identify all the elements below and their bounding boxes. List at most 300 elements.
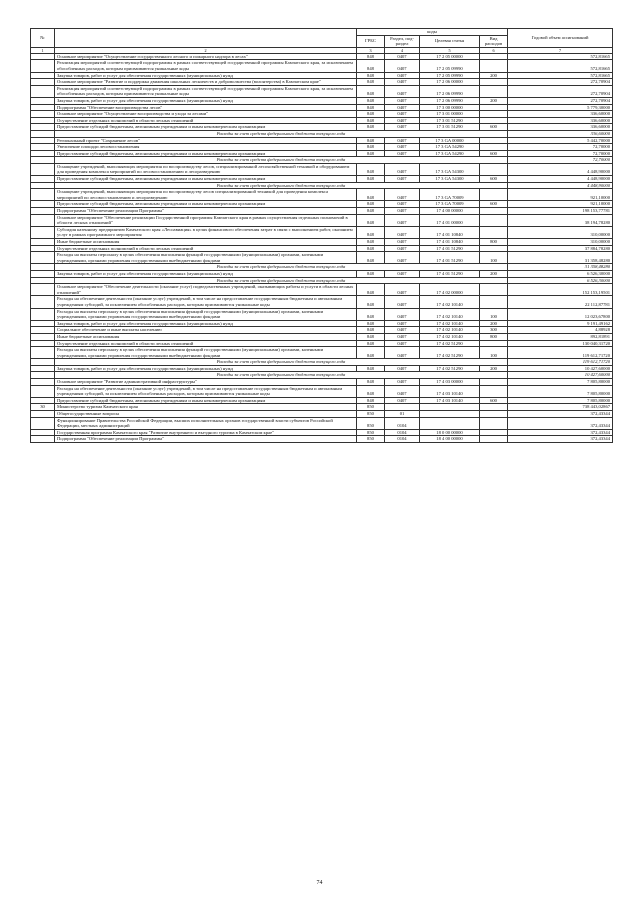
row-celevaya: 17 4 03 10140 (420, 397, 480, 404)
table-row (31, 404, 613, 411)
row-razdel: 0407 (385, 201, 420, 208)
row-vid: 200 (480, 72, 508, 79)
row-vid (480, 340, 508, 347)
row-grbs: 848 (357, 333, 385, 340)
row-number (31, 111, 55, 118)
header-num: 5 (420, 47, 480, 53)
row-number (31, 79, 55, 86)
row-razdel: 0104 (385, 417, 420, 429)
row-number (31, 104, 55, 111)
row-name: Расходы на обеспечение деятельности (оказание услуг) учреждений, в том числе на предоставление государственным бюджетным и автономным учреждениям субсидий, за исключением обособленных расходов, которым присваиваются уникальные коды (55, 385, 357, 397)
row-amount: 4 448,90000 (508, 163, 613, 175)
row-celevaya: 17 3 GA 00000 (420, 137, 480, 144)
row-grbs: 848 (357, 189, 385, 201)
row-razdel: 0407 (385, 365, 420, 372)
row-celevaya: 17 4 01 10840 (420, 226, 480, 238)
row-number (31, 411, 55, 418)
header-num: 2 (55, 47, 357, 53)
row-amount: 4 448,90000 (508, 176, 613, 183)
note-spacer (31, 182, 55, 189)
row-vid: 100 (480, 252, 508, 264)
note-amount: 10 427,60000 (508, 372, 613, 379)
table-row (31, 226, 613, 238)
row-celevaya: 18 0 00 00000 (420, 429, 480, 436)
row-celevaya: 17 4 01 00000 (420, 214, 480, 226)
row-name: Расходы на выплаты персоналу в целях обеспечения выполнения функций государственными (муниципальными) органами, казенными учреждениями, органами управления государственными внебюджетными фондами (55, 347, 357, 359)
table-row (31, 284, 613, 296)
row-celevaya: 17 4 02 10140 (420, 333, 480, 340)
table-row (31, 417, 613, 429)
header-num: 6 (480, 47, 508, 53)
row-name: Осуществление отдельных полномочий в области лесных отношений (55, 245, 357, 252)
row-celevaya: 17 3 GA 70009 (420, 201, 480, 208)
note-spacer (31, 277, 55, 284)
row-vid (480, 411, 508, 418)
row-razdel: 0104 (385, 429, 420, 436)
row-number (31, 189, 55, 201)
row-razdel: 0407 (385, 111, 420, 118)
table-row (31, 189, 613, 201)
row-celevaya: 17 2 05 09990 (420, 72, 480, 79)
table-row (31, 397, 613, 404)
row-vid (480, 189, 508, 201)
note-text: Расходы за счет средств федерального бюджета текущего года (55, 182, 508, 189)
row-name: Подпрограмма "Обеспечение реализации Программы" (55, 208, 357, 215)
row-name: Функционирование Правительства Российской Федерации, высших исполнительных органов государственной власти субъектов Российской Федерации, местных администраций (55, 417, 357, 429)
row-amount: 336,60000 (508, 124, 613, 131)
row-number (31, 340, 55, 347)
header-num: 7 (508, 47, 613, 53)
row-vid: 200 (480, 320, 508, 327)
row-number: 30 (31, 404, 55, 411)
row-razdel: 0407 (385, 270, 420, 277)
row-vid (480, 117, 508, 124)
row-amount: 372,43344 (508, 429, 613, 436)
table-row (31, 320, 613, 327)
row-razdel: 0407 (385, 296, 420, 308)
table-row (31, 137, 613, 144)
row-number (31, 72, 55, 79)
row-grbs: 850 (357, 417, 385, 429)
row-vid (480, 296, 508, 308)
header-amount: Годовой объем ассигнований (508, 29, 613, 48)
table-row (31, 411, 613, 418)
row-number (31, 333, 55, 340)
row-name: Оснащение учреждений, выполняющих мероприятия по воспроизводству лесов, специализированной лесохозяйственной техникой и оборудованием для проведения комплекса мероприятий по лесовосстановлению и лесоразведению (55, 163, 357, 175)
row-grbs: 848 (357, 347, 385, 359)
row-number (31, 365, 55, 372)
row-grbs: 848 (357, 111, 385, 118)
table-row (31, 340, 613, 347)
row-name: Расходы на обеспечение деятельности (оказание услуг) учреждений, в том числе на предоставление государственным бюджетным и автономным учреждениям субсидий, за исключением обособленных расходов, которым присваиваются уникальные коды (55, 296, 357, 308)
funding-note-row (31, 359, 613, 366)
row-number (31, 429, 55, 436)
row-vid (480, 245, 508, 252)
page-number: 74 (316, 880, 323, 886)
row-number (31, 97, 55, 104)
table-row (31, 53, 613, 60)
row-name: Расходы на выплаты персоналу в целях обеспечения выполнения функций государственными (муниципальными) органами, казенными учреждениями, органами управления государственными внебюджетными фондами (55, 252, 357, 264)
row-name: Осуществление отдельных полномочий в области лесных отношений (55, 117, 357, 124)
row-number (31, 137, 55, 144)
row-razdel: 0407 (385, 53, 420, 60)
row-celevaya: 17 4 03 10140 (420, 385, 480, 397)
row-amount: 738 443,02867 (508, 404, 613, 411)
note-text: Расходы за счет средств федерального бюджета текущего года (55, 157, 508, 164)
row-grbs: 848 (357, 163, 385, 175)
row-grbs: 848 (357, 150, 385, 157)
note-amount: 4 448,90000 (508, 182, 613, 189)
row-name: Основное мероприятие "Развитие и поддержка движения школьных лесничеств и добровольчества (волонтерства) в Камчатском крае" (55, 79, 357, 86)
header-celevaya: Целевая статья (420, 35, 480, 47)
row-name: Основное мероприятие "Обеспечение деятельности (оказание услуг) подведомственных учреждений, оказывающих работы и услуги в области лесных отношений" (55, 284, 357, 296)
budget-rows (31, 53, 613, 442)
row-razdel: 0407 (385, 163, 420, 175)
table-row (31, 124, 613, 131)
row-name: Подпрограмма "Обеспечение реализации Программы" (55, 436, 357, 443)
row-vid (480, 214, 508, 226)
row-name: Оснащение учреждений, выполняющих мероприятия по воспроизводству лесов специализированной техникой для проведения комплекса мероприятий по лесовосстановлению и лесоразведению (55, 189, 357, 201)
funding-note-row (31, 277, 613, 284)
row-amount: 892,81891 (508, 333, 613, 340)
note-amount: 6 526,30000 (508, 277, 613, 284)
row-amount: 272,70904 (508, 85, 613, 97)
row-amount: 310,00000 (508, 226, 613, 238)
header-num: 3 (357, 47, 385, 53)
row-name: Региональный проект "Сохранение лесов" (55, 137, 357, 144)
row-vid: 800 (480, 239, 508, 246)
row-name: Подпрограмма "Обеспечение воспроизводства лесов" (55, 104, 357, 111)
row-celevaya: 17 2 06 00000 (420, 79, 480, 86)
row-amount: 5 442,70000 (508, 137, 613, 144)
row-amount: 310,00000 (508, 239, 613, 246)
row-number (31, 163, 55, 175)
funding-note-row (31, 157, 613, 164)
row-grbs: 848 (357, 208, 385, 215)
row-celevaya: 17 4 02 00000 (420, 284, 480, 296)
row-grbs: 850 (357, 411, 385, 418)
row-vid: 100 (480, 347, 508, 359)
row-amount: 7 805,80000 (508, 397, 613, 404)
row-celevaya: 17 4 02 51290 (420, 365, 480, 372)
row-grbs: 848 (357, 296, 385, 308)
row-amount: 921,10000 (508, 189, 613, 201)
funding-note-row (31, 372, 613, 379)
row-razdel: 0407 (385, 214, 420, 226)
row-razdel: 0407 (385, 208, 420, 215)
row-celevaya: 17 3 01 51290 (420, 124, 480, 131)
row-vid: 600 (480, 201, 508, 208)
row-name: Увеличение площади лесовосстановления (55, 144, 357, 151)
row-name: Социальное обеспечение и иные выплаты населению (55, 327, 357, 334)
budget-table-page (30, 28, 612, 443)
row-name: Основное мероприятие "Осуществление воспроизводства и ухода за лесами" (55, 111, 357, 118)
note-amount: 72,70000 (508, 157, 613, 164)
row-vid (480, 379, 508, 386)
row-number (31, 117, 55, 124)
table-row (31, 333, 613, 340)
row-celevaya: 17 3 01 00000 (420, 111, 480, 118)
note-text: Расходы за счет средств федерального бюджета текущего года (55, 359, 508, 366)
row-name: Реализация мероприятий соответствующей подпрограммы в рамках соответствующей государственной программы Камчатского края, за исключением обособленных расходов, которым присваиваются уникальные коды (55, 60, 357, 72)
note-text: Расходы за счет средств федерального бюджета текущего года (55, 130, 508, 137)
row-vid (480, 60, 508, 72)
row-celevaya: 17 4 01 51290 (420, 245, 480, 252)
row-name: Закупка товаров, работ и услуг для обеспечения государственных (муниципальных) нужд (55, 320, 357, 327)
funding-note-row (31, 130, 613, 137)
row-name: Основное мероприятие "Обеспечение реализации Государственной программы Камчатского края в рамках осуществления отдельных полномочий в области лесных отношений" (55, 214, 357, 226)
row-name: Общегосударственные вопросы (55, 411, 357, 418)
table-row (31, 201, 613, 208)
row-grbs: 848 (357, 97, 385, 104)
row-amount: 37 884,78280 (508, 245, 613, 252)
row-amount: 372,43344 (508, 411, 613, 418)
table-row (31, 97, 613, 104)
row-grbs: 848 (357, 137, 385, 144)
row-vid (480, 137, 508, 144)
table-row (31, 365, 613, 372)
row-amount: 272,70904 (508, 79, 613, 86)
row-name: Закупка товаров, работ и услуг для обеспечения государственных (муниципальных) нужд (55, 270, 357, 277)
row-vid (480, 163, 508, 175)
table-row (31, 117, 613, 124)
row-razdel: 01 (385, 411, 420, 418)
row-name: Государственная программа Камчатского края "Развитие внутреннего и въездного туризма в Камчатском крае" (55, 429, 357, 436)
table-row (31, 270, 613, 277)
row-celevaya: 17 3 GA 54290 (420, 144, 480, 151)
table-row (31, 79, 613, 86)
row-razdel: 0407 (385, 239, 420, 246)
row-amount: 572,81665 (508, 60, 613, 72)
row-grbs: 848 (357, 124, 385, 131)
row-celevaya: 17 4 01 10840 (420, 239, 480, 246)
row-number (31, 308, 55, 320)
row-grbs: 848 (357, 176, 385, 183)
row-number (31, 417, 55, 429)
table-row (31, 436, 613, 443)
row-vid: 200 (480, 97, 508, 104)
table-row (31, 85, 613, 97)
row-grbs: 848 (357, 308, 385, 320)
row-number (31, 320, 55, 327)
row-number (31, 379, 55, 386)
row-amount: 38 194,78280 (508, 214, 613, 226)
row-number (31, 239, 55, 246)
row-razdel: 0407 (385, 385, 420, 397)
row-amount: 198 153,77781 (508, 208, 613, 215)
row-name: Основное мероприятие "Осуществление государственного лесного и пожарного надзора в лесах" (55, 53, 357, 60)
row-number (31, 144, 55, 151)
row-razdel: 0407 (385, 97, 420, 104)
row-name: Предоставление субсидий бюджетным, автономным учреждениям и иным некоммерческим организациям (55, 124, 357, 131)
table-row (31, 60, 613, 72)
row-vid (480, 53, 508, 60)
table-row (31, 308, 613, 320)
row-grbs: 848 (357, 226, 385, 238)
row-celevaya: 17 4 03 00000 (420, 379, 480, 386)
row-razdel: 0407 (385, 333, 420, 340)
row-grbs: 848 (357, 340, 385, 347)
row-celevaya: 17 3 01 51290 (420, 117, 480, 124)
row-vid (480, 436, 508, 443)
row-amount: 4,88928 (508, 327, 613, 334)
row-vid (480, 429, 508, 436)
table-row (31, 327, 613, 334)
funding-note-row (31, 264, 613, 271)
row-razdel: 0407 (385, 79, 420, 86)
row-celevaya: 17 2 05 09990 (420, 60, 480, 72)
row-number (31, 176, 55, 183)
row-razdel: 0407 (385, 117, 420, 124)
row-number (31, 150, 55, 157)
row-number (31, 124, 55, 131)
row-number (31, 270, 55, 277)
table-row (31, 347, 613, 359)
note-amount: 119 612,71720 (508, 359, 613, 366)
row-grbs: 848 (357, 320, 385, 327)
row-name: Предоставление субсидий бюджетным, автономным учреждениям и иным некоммерческим организациям (55, 150, 357, 157)
row-amount: 7 805,80000 (508, 385, 613, 397)
row-razdel: 0407 (385, 308, 420, 320)
row-name: Иные бюджетные ассигнования (55, 333, 357, 340)
row-amount: 921,10000 (508, 201, 613, 208)
row-number (31, 347, 55, 359)
row-grbs: 848 (357, 53, 385, 60)
row-vid (480, 111, 508, 118)
row-name: Основное мероприятие "Развитие административной инфраструктуры" (55, 379, 357, 386)
table-row (31, 144, 613, 151)
row-number (31, 214, 55, 226)
row-razdel: 0407 (385, 176, 420, 183)
row-grbs: 848 (357, 379, 385, 386)
row-vid: 200 (480, 270, 508, 277)
row-amount: 31 358,48280 (508, 252, 613, 264)
row-celevaya: 17 3 GA 70009 (420, 189, 480, 201)
row-razdel: 0407 (385, 226, 420, 238)
row-amount: 336,60000 (508, 117, 613, 124)
row-vid (480, 208, 508, 215)
row-celevaya: 17 2 05 00000 (420, 53, 480, 60)
row-vid (480, 404, 508, 411)
row-vid: 800 (480, 333, 508, 340)
table-row (31, 214, 613, 226)
row-amount: 572,81665 (508, 72, 613, 79)
row-razdel: 0407 (385, 284, 420, 296)
row-grbs: 848 (357, 397, 385, 404)
table-row (31, 252, 613, 264)
row-name: Субсидия казенному предприятию Камчатского края «Лесоавиация» в целях финансового обеспечения затрат в связи с выполнением работ, оказанием услуг в рамках программного мероприятия (55, 226, 357, 238)
note-amount: 336,60000 (508, 130, 613, 137)
row-grbs: 850 (357, 429, 385, 436)
funding-note-row (31, 182, 613, 189)
row-name: Предоставление субсидий бюджетным, автономным учреждениям и иным некоммерческим организациям (55, 201, 357, 208)
row-amount: 372,43344 (508, 436, 613, 443)
row-amount: 22 112,87781 (508, 296, 613, 308)
row-grbs: 848 (357, 201, 385, 208)
row-number (31, 327, 55, 334)
row-grbs: 848 (357, 239, 385, 246)
row-celevaya: 17 3 GA 54300 (420, 163, 480, 175)
note-text: Расходы за счет средств федерального бюджета текущего года (55, 264, 508, 271)
budget-table (30, 28, 613, 443)
row-number (31, 60, 55, 72)
row-celevaya: 17 4 02 51290 (420, 347, 480, 359)
row-vid (480, 385, 508, 397)
row-razdel: 0407 (385, 137, 420, 144)
row-grbs: 848 (357, 85, 385, 97)
row-grbs: 850 (357, 436, 385, 443)
row-grbs: 848 (357, 117, 385, 124)
note-spacer (31, 372, 55, 379)
row-celevaya: 17 2 06 09990 (420, 85, 480, 97)
row-celevaya (420, 417, 480, 429)
row-celevaya: 17 4 02 10140 (420, 296, 480, 308)
row-razdel: 0407 (385, 144, 420, 151)
header-codes: коды (357, 29, 508, 36)
row-vid: 600 (480, 397, 508, 404)
table-row (31, 239, 613, 246)
row-razdel: 0407 (385, 104, 420, 111)
table-row (31, 150, 613, 157)
row-name: Предоставление субсидий бюджетным, автономным учреждениям и иным некоммерческим организациям (55, 176, 357, 183)
row-name: Закупка товаров, работ и услуг для обеспечения государственных (муниципальных) нужд (55, 365, 357, 372)
row-amount: 9 191,49162 (508, 320, 613, 327)
row-vid: 200 (480, 365, 508, 372)
row-vid (480, 284, 508, 296)
row-grbs: 848 (357, 144, 385, 151)
table-row (31, 208, 613, 215)
row-razdel (385, 404, 420, 411)
row-number (31, 385, 55, 397)
row-celevaya: 17 4 02 10140 (420, 320, 480, 327)
row-number (31, 85, 55, 97)
row-razdel: 0407 (385, 252, 420, 264)
note-text: Расходы за счет средств федерального бюджета текущего года (55, 372, 508, 379)
row-razdel: 0407 (385, 347, 420, 359)
row-number (31, 53, 55, 60)
row-vid (480, 144, 508, 151)
table-row (31, 111, 613, 118)
row-name: Расходы на выплаты персоналу в целях обеспечения выполнения функций государственными (муниципальными) органами, казенными учреждениями, органами управления государственными внебюджетными фондами (55, 308, 357, 320)
row-number (31, 296, 55, 308)
row-number (31, 436, 55, 443)
row-vid (480, 226, 508, 238)
row-amount: 119 612,71720 (508, 347, 613, 359)
row-razdel: 0407 (385, 320, 420, 327)
row-vid: 600 (480, 124, 508, 131)
row-name: Реализация мероприятий соответствующей подпрограммы в рамках соответствующей государственной программы Камчатского края, за исключением обособленных расходов, которым присваиваются уникальные коды (55, 85, 357, 97)
header-name (55, 29, 357, 48)
row-name: Закупка товаров, работ и услуг для обеспечения государственных (муниципальных) нужд (55, 72, 357, 79)
row-number (31, 201, 55, 208)
row-amount: 336,60000 (508, 111, 613, 118)
row-amount: 130 040,31720 (508, 340, 613, 347)
table-row (31, 429, 613, 436)
header-vid: Вид расходов (480, 35, 508, 47)
row-razdel: 0407 (385, 150, 420, 157)
row-celevaya: 17 4 01 51290 (420, 270, 480, 277)
row-grbs: 848 (357, 284, 385, 296)
row-amount: 5 779,30000 (508, 104, 613, 111)
row-amount: 72,70000 (508, 150, 613, 157)
row-razdel: 0407 (385, 124, 420, 131)
row-grbs: 848 (357, 214, 385, 226)
row-vid (480, 85, 508, 97)
row-name: Осуществление отдельных полномочий в области лесных отношений (55, 340, 357, 347)
row-grbs: 848 (357, 60, 385, 72)
note-spacer (31, 264, 55, 271)
row-vid (480, 79, 508, 86)
